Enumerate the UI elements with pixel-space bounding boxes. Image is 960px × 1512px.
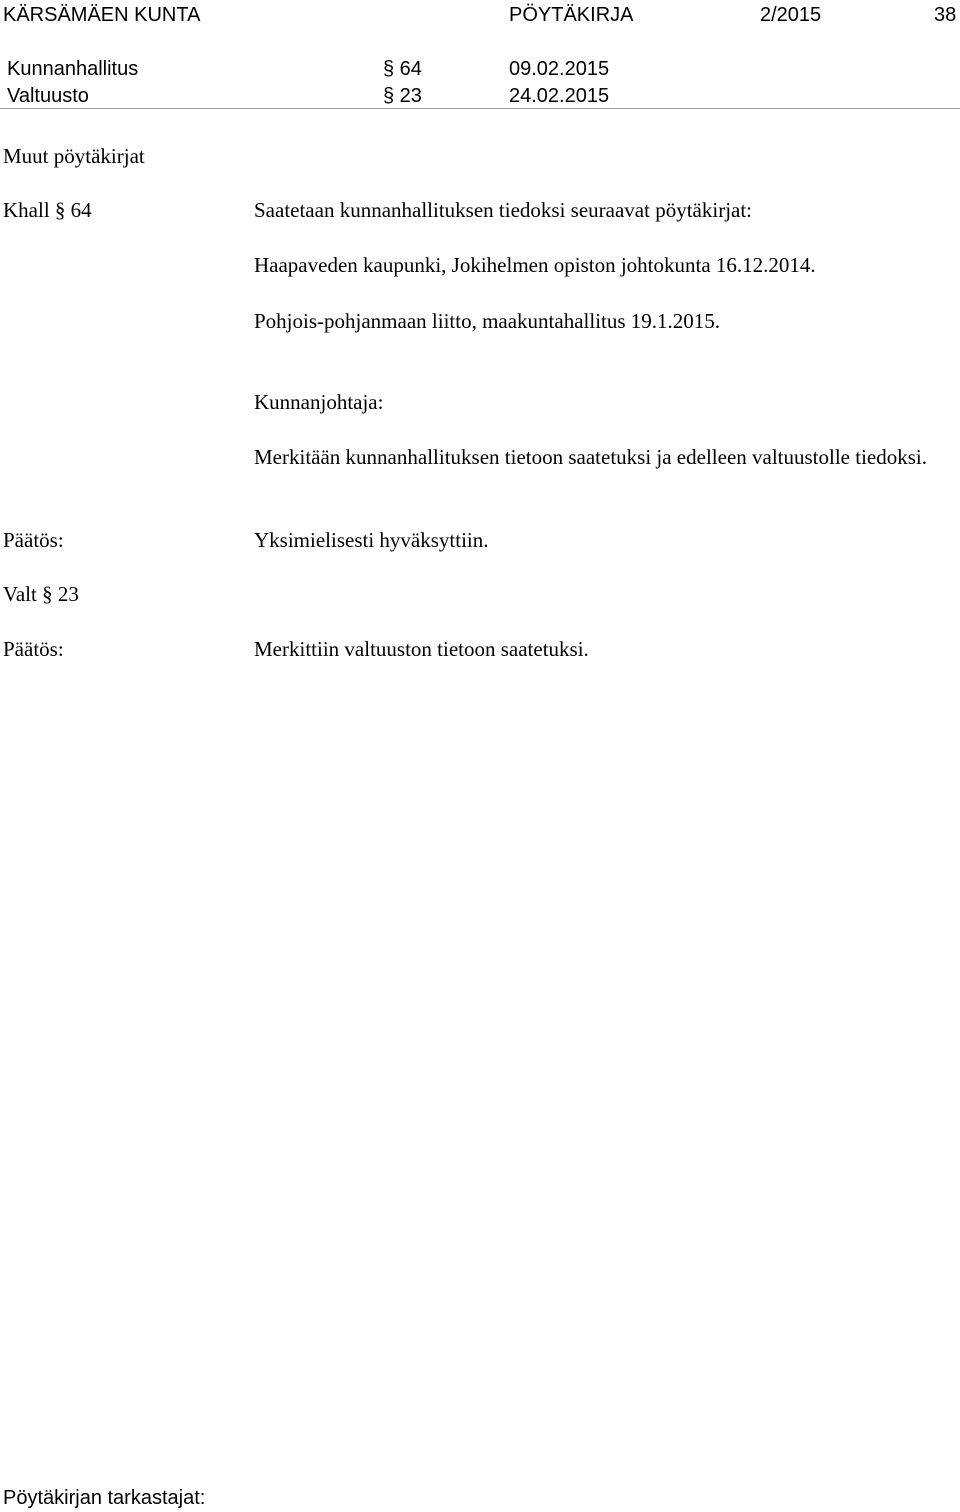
valt-decision-text: Merkittiin valtuuston tietoon saatetuksi.: [254, 637, 589, 661]
examiners-label: Pöytäkirjan tarkastajat:: [3, 1487, 206, 1509]
minutes-list-item: Pohjois-pohjanmaan liitto, maakuntahallitus 19.1.2015.: [254, 309, 721, 333]
khall-section-ref: Khall § 64: [3, 198, 92, 222]
intro-text: Saatetaan kunnanhallituksen tiedoksi seuraavat pöytäkirjat:: [254, 198, 753, 222]
meeting-section: § 23: [383, 85, 422, 107]
minutes-list-item: Haapaveden kaupunki, Jokihelmen opiston johtokunta 16.12.2014.: [254, 253, 816, 277]
proposer-label: Kunnanjohtaja:: [254, 390, 384, 414]
decision-label: Päätös:: [3, 528, 64, 552]
page-number: 38: [934, 4, 957, 26]
meeting-body: Valtuusto: [7, 85, 89, 107]
organization-name: KÄRSÄMÄEN KUNTA: [3, 4, 201, 26]
meeting-date: 09.02.2015: [509, 58, 610, 80]
document-type: PÖYTÄKIRJA: [509, 4, 634, 26]
document-number: 2/2015: [760, 4, 822, 26]
header-divider: [0, 108, 960, 109]
proposal-text: Merkitään kunnanhallituksen tietoon saatetuksi ja edelleen valtuustolle tiedoksi.: [254, 445, 927, 469]
valt-decision-label: Päätös:: [3, 637, 64, 661]
valt-section-ref: Valt § 23: [3, 582, 79, 606]
meeting-section: § 64: [383, 58, 422, 80]
meeting-body: Kunnanhallitus: [7, 58, 139, 80]
meeting-date: 24.02.2015: [509, 85, 610, 107]
decision-text: Yksimielisesti hyväksyttiin.: [254, 528, 489, 552]
item-title: Muut pöytäkirjat: [3, 144, 145, 168]
